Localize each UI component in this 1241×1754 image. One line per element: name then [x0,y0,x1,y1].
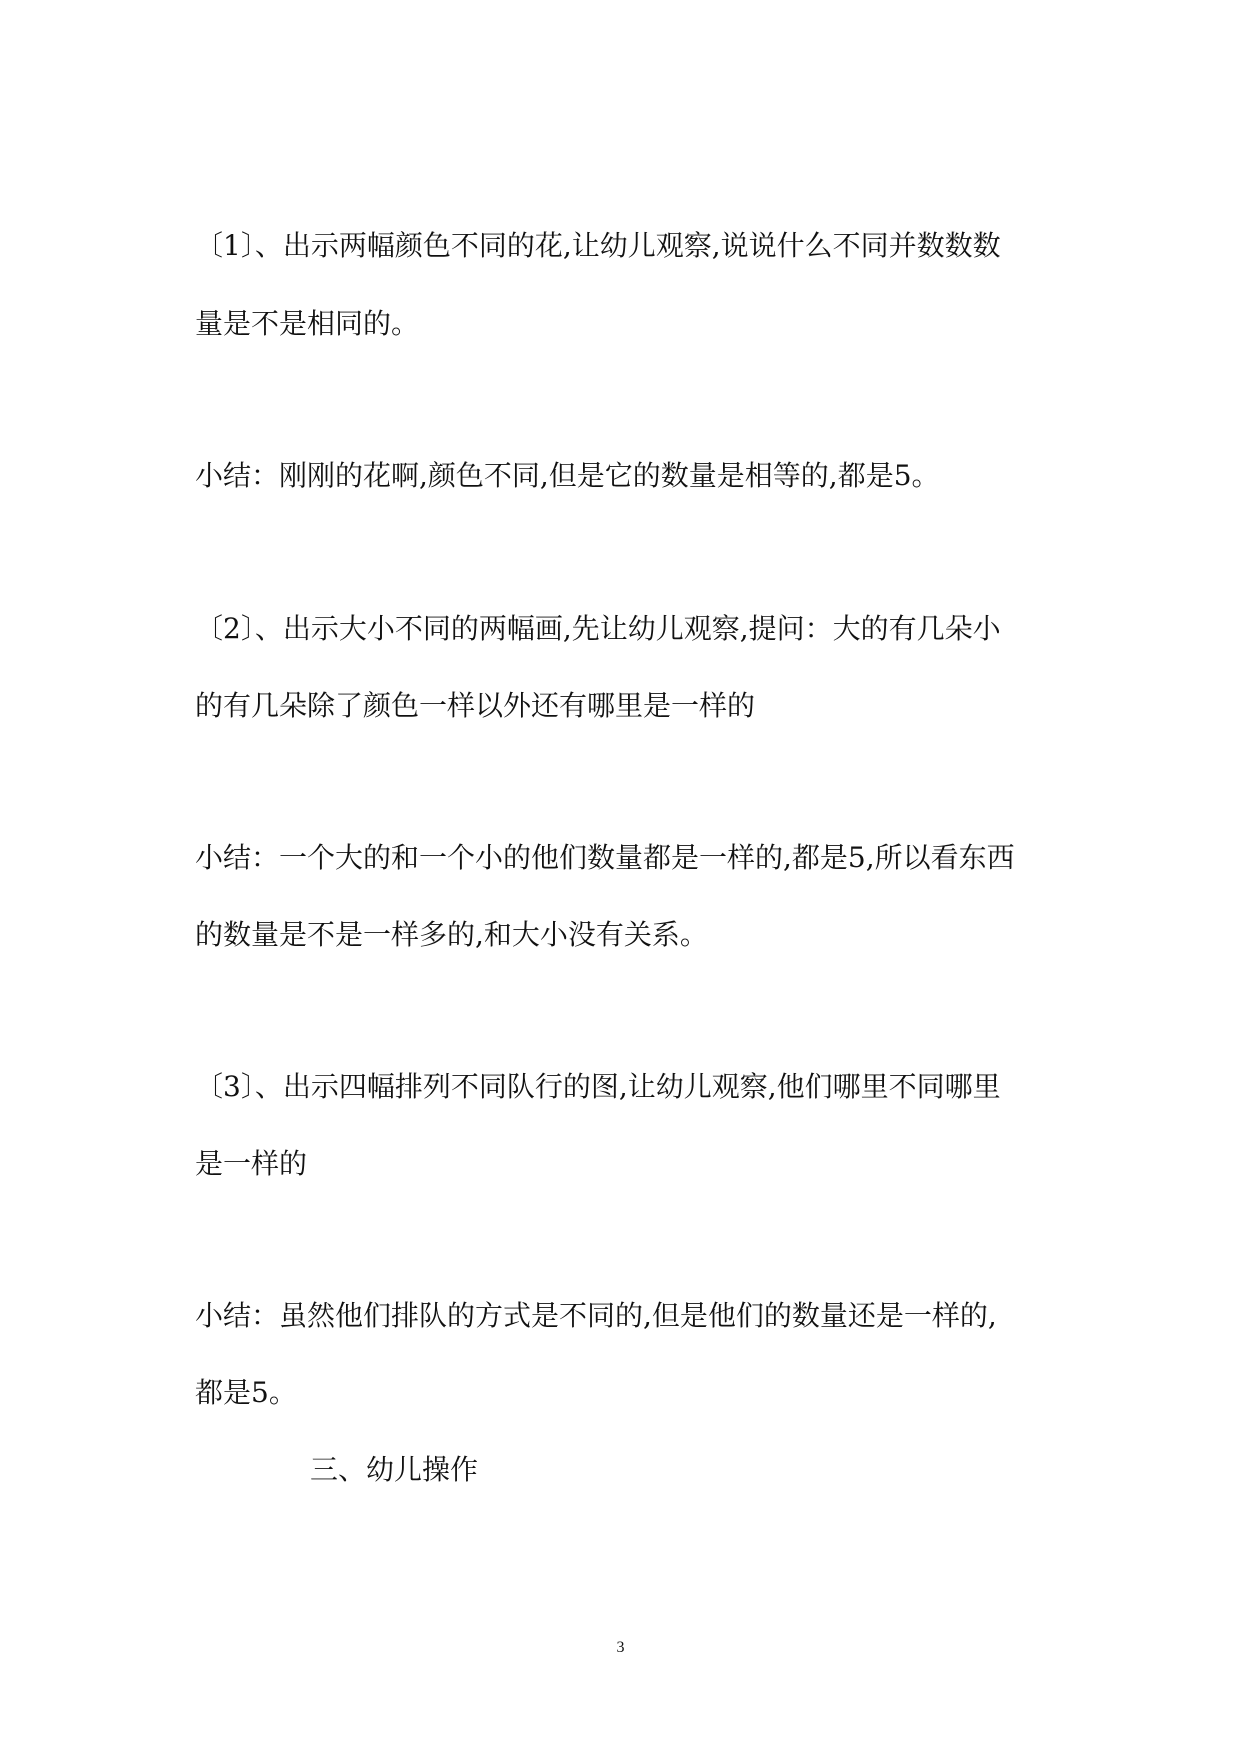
paragraph-3-line-1: 〔2〕、出示大小不同的两幅画,先让幼儿观察,提问：大的有几朵小 [195,612,1001,645]
paragraph-5-line-1: 〔3〕、出示四幅排列不同队行的图,让幼儿观察,他们哪里不同哪里 [195,1070,1001,1103]
paragraph-2-line-1: 小结：刚刚的花啊,颜色不同,但是它的数量是相等的,都是5。 [195,459,940,492]
paragraph-5-line-2: 是一样的 [195,1147,308,1180]
paragraph-4-line-1: 小结：一个大的和一个小的他们数量都是一样的,都是5,所以看东西 [195,841,1015,874]
section-heading: 三、幼儿操作 [310,1453,479,1486]
paragraph-1-line-2: 量是不是相同的。 [195,307,420,340]
page-number: 3 [616,1639,625,1656]
paragraph-6-line-1: 小结：虽然他们排队的方式是不同的,但是他们的数量还是一样的, [195,1299,997,1332]
paragraph-6-line-2: 都是5。 [195,1376,297,1409]
paragraph-3-line-2: 的有几朵除了颜色一样以外还有哪里是一样的 [195,689,756,722]
paragraph-4-line-2: 的数量是不是一样多的,和大小没有关系。 [195,918,708,951]
paragraph-1-line-1: 〔1〕、出示两幅颜色不同的花,让幼儿观察,说说什么不同并数数数 [195,229,1001,262]
